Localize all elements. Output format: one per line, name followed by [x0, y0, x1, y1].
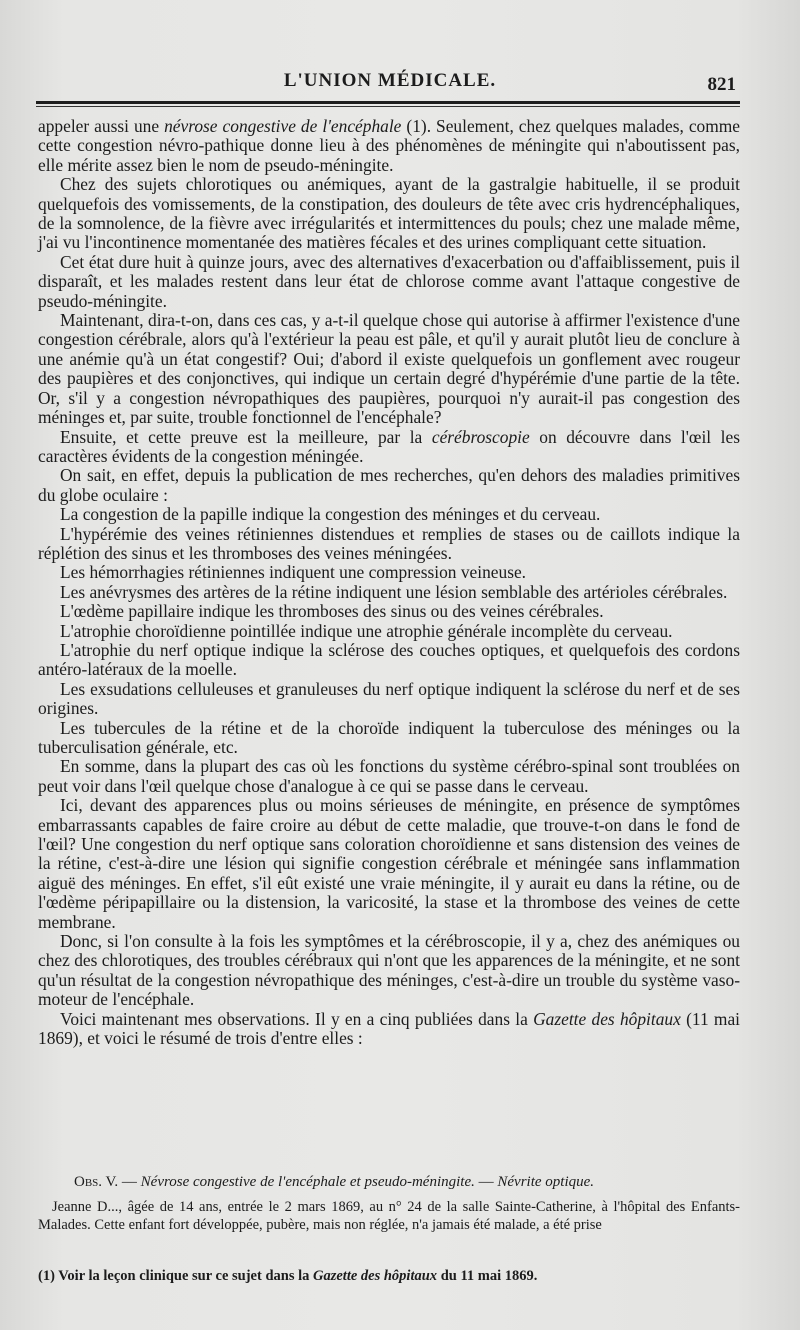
paragraph: Chez des sujets chlorotiques ou anémiques, ayant de la gastralgie habituelle, il se produit quelquefois des vomissements, de la constipation, des douleurs de tête avec cris hydrencéphaliques, de la somnolence, de la fièvre avec irrégularités et intermittences du pouls; chez une malade même, j'ai vu l'incontinence momentanée des matières fécales et des urines compliquant cette situation. [38, 174, 740, 253]
observation-block [38, 1173, 740, 1234]
footnote-text: du 11 mai 1869. [437, 1268, 538, 1284]
footnote [38, 1268, 740, 1285]
paragraph: Les tubercules de la rétine et de la choroïde indiquent la tuberculose des méninges ou la tuberculisation générale, etc. [38, 717, 740, 757]
paragraph: L'atrophie choroïdienne pointillée indique une atrophie générale incomplète du cerveau. [60, 620, 673, 641]
paragraph-text: on découvre dans l'œil les caractères évidents de la congestion méningée. [38, 426, 740, 466]
footnote-marker: (1) [38, 1268, 55, 1284]
paragraph: En somme, dans la plupart des cas où les fonctions du système cérébro-spinal sont troublées on peut voir dans l'œil quelque chose d'analogue à ce qui se passe dans le cerveau. [38, 756, 740, 796]
header-rule-thin [36, 106, 740, 107]
paragraph-italic: cérébroscopie [431, 426, 530, 447]
paragraph [38, 428, 740, 467]
footnote-text: Voir la leçon clinique sur ce sujet dans la [54, 1268, 313, 1284]
paragraph: Maintenant, dira-t-on, dans ces cas, y a-t-il quelque chose qui autorise à affirmer l'existence d'une congestion cérébrale, alors qu'à l'extérieur la peau est pâle, et qu'il y aurait plutôt lieu de conclure à une anémie qu'à un état congestif? Oui; d'abord il existe quelquefois un gonflement avec rougeur des paupières et des conjonctives, qui indique un certain degré d'hypérémie d'une partie de la tête. Or, s'il y a congestion névropathiques des paupières, pourquoi n'y aurait-il pas congestion des méninges et, par suite, trouble fonctionnel de l'encéphale? [38, 310, 740, 428]
paragraph: La congestion de la papille indique la congestion des méninges et du cerveau. [60, 504, 601, 525]
observation-dash: — [474, 1174, 498, 1190]
observation-subtitle: Névrite optique. [497, 1174, 595, 1190]
paragraph: L'œdème papillaire indique les thromboses des sinus ou des veines cérébrales. [60, 601, 604, 622]
paragraph: On sait, en effet, depuis la publication de mes recherches, qu'en dehors des maladies primitives du globe oculaire : [38, 465, 740, 505]
paragraph: L'hypérémie des veines rétiniennes distendues et remplies de stases ou de caillots indique la réplétion des sinus et les thromboses des veines méningées. [38, 523, 740, 563]
body-text [38, 117, 740, 1049]
paragraph-text: (1). Seulement, chez quelques malades, comme cette congestion névro-pathique donne lieu à des phénomènes de méningite qui n'aboutissent pas, elle mérite assez bien le nom de pseudo-méningite. [38, 116, 741, 175]
paragraph-text: (11 mai 1869), et voici le résumé de trois d'entre elles : [38, 1008, 741, 1049]
paragraph: Les hémorrhagies rétiniennes indiquent une compression veineuse. [60, 562, 527, 583]
paragraph: L'atrophie du nerf optique indique la sclérose des couches optiques, et quelquefois des cordons antéro-latéraux de la moelle. [38, 639, 740, 680]
running-title: L'UNION MÉDICALE. [283, 70, 497, 91]
paragraph-italic: Gazette des hôpitaux [533, 1008, 681, 1029]
page-number: 821 [707, 74, 736, 95]
paragraph-text: Voici maintenant mes observations. Il y en a cinq publiées dans la [60, 1008, 534, 1029]
paragraph-text: Ensuite, et cette preuve est la meilleure, par la [60, 426, 432, 447]
observation-title: Névrose congestive de l'encéphale et pseudo-méningite. [140, 1174, 475, 1190]
observation-heading [38, 1173, 740, 1191]
paragraph: Cet état dure huit à quinze jours, avec des alternatives d'exacerbation ou d'affaiblissement, puis il disparaît, et les malades restent dans leur état de chlorose comme avant l'attaque congestive de pseudo-méningite. [38, 251, 740, 311]
paragraph: Donc, si l'on consulte à la fois les symptômes et la cérébroscopie, il y a, chez des anémiques ou chez des chlorotiques, des troubles cérébraux qui n'ont que les apparences de la méningite, et ne sont qu'un résultat de la congestion névropathique des méninges, c'est-à-dire un trouble du système vaso-moteur de l'encéphale. [38, 931, 740, 1010]
paragraph [38, 117, 740, 175]
observation-label: Obs. V. [74, 1174, 119, 1190]
observation-dash: — [118, 1174, 141, 1190]
paragraph [38, 1010, 740, 1049]
paragraph-text: appeler aussi une [38, 116, 165, 136]
header-rule [36, 101, 740, 104]
paragraph: Ici, devant des apparences plus ou moins sérieuses de méningite, en présence de symptômes embarrassants capables de faire croire au début de cette maladie, que trouve-t-on dans le fond de l'œil? Une congestion du nerf optique sans coloration choroïdienne et sans distension des veines de la rétine, c'est-à-dire une lésion qui signifie congestion cérébrale et méningée sans inflammation aiguë des méninges. En effet, s'il eût existé une vraie méningite, il y aurait eu dans la rétine, ou de l'œdème péripapillaire ou la distension, la varicosité, la stase et la thrombose des veines de cette membrane. [38, 795, 740, 932]
page-header [38, 70, 742, 100]
paragraph: Les exsudations celluleuses et granuleuses du nerf optique indiquent la sclérose du nerf et de ses origines. [38, 678, 740, 719]
paragraph: Les anévrysmes des artères de la rétine indiquent une lésion semblable des artérioles cérébrales. [60, 581, 728, 602]
paragraph-italic: névrose congestive de l'encéphale [164, 116, 402, 136]
observation-body: Jeanne D..., âgée de 14 ans, entrée le 2 mars 1869, au n° 24 de la salle Sainte-Catherine, à l'hôpital des Enfants-Malades. Cette enfant fort développée, pubère, mais non réglée, n'a jamais été malade, a été prise [38, 1199, 740, 1233]
footnote-italic: Gazette des hôpitaux [313, 1268, 438, 1284]
